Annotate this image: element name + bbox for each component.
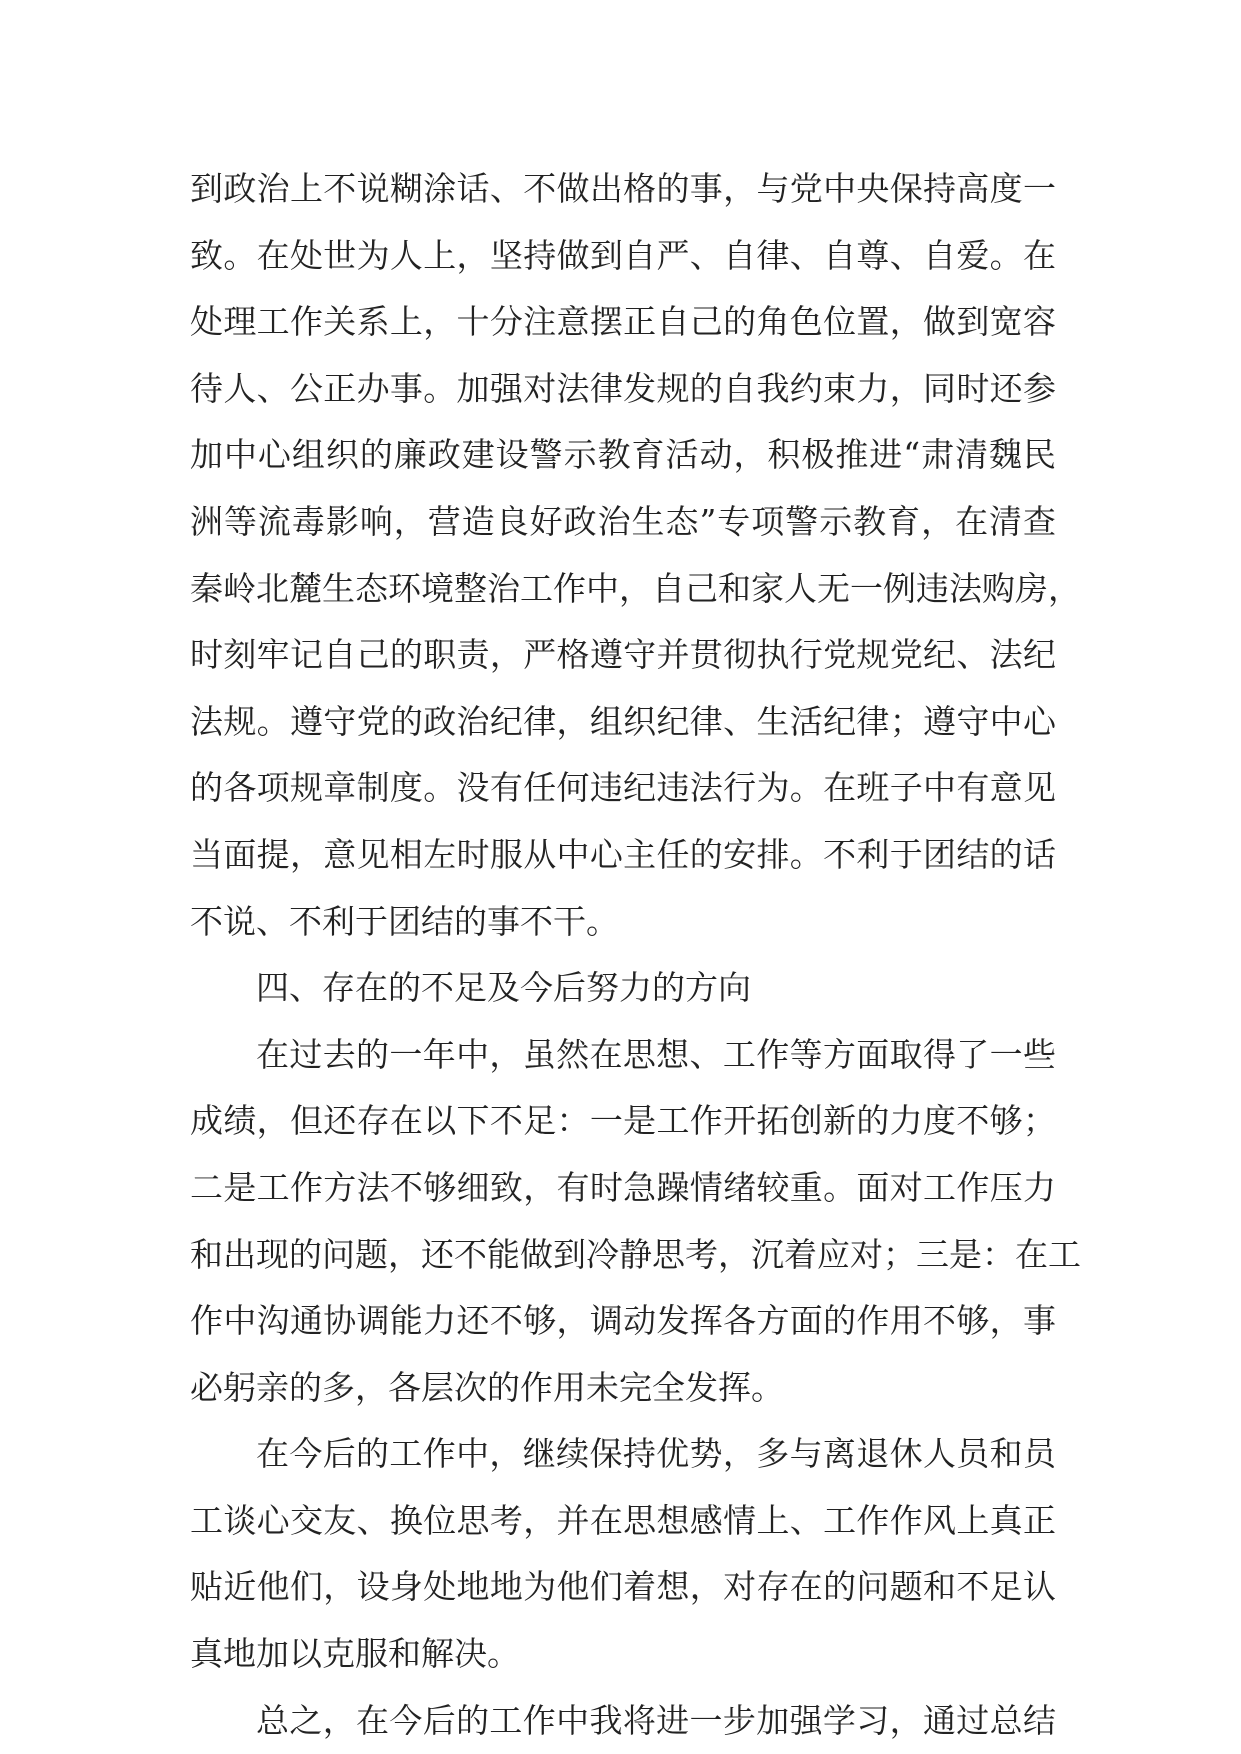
body-line: 秦岭北麓生态环境整治工作中，自己和家人无一例违法购房， [190,568,1081,608]
body-line: 作中沟通协调能力还不够，调动发挥各方面的作用不够，事 [190,1301,1056,1341]
body-line: 时刻牢记自己的职责，严格遵守并贯彻执行党规党纪、法纪 [190,635,1056,675]
body-line: 当面提，意见相左时服从中心主任的安排。不利于团结的话 [190,834,1056,874]
body-line: 在今后的工作中，继续保持优势，多与离退休人员和员 [256,1434,1056,1474]
body-line: 到政治上不说糊涂话、不做出格的事，与党中央保持高度一 [190,169,1056,208]
section-heading: 四、存在的不足及今后努力的方向 [256,968,751,1008]
body-line: 贴近他们，设身处地地为他们着想，对存在的问题和不足认 [190,1567,1056,1607]
body-line: 处理工作关系上，十分注意摆正自己的角色位置，做到宽容 [190,302,1056,342]
body-line: 总之，在今后的工作中我将进一步加强学习，通过总结 [256,1700,1056,1740]
body-line: 法规。遵守党的政治纪律，组织纪律、生活纪律；遵守中心 [190,701,1056,741]
body-line: 致。在处世为人上，坚持做到自严、自律、自尊、自爱。在 [190,235,1056,275]
document-body [190,156,1081,1754]
body-line: 真地加以克服和解决。 [190,1634,520,1674]
body-line: 不说、不利于团结的事不干。 [190,901,619,941]
body-line: 在过去的一年中，虽然在思想、工作等方面取得了一些 [256,1034,1056,1074]
body-line: 洲等流毒影响，营造良好政治生态”专项警示教育，在清查 [190,501,1056,541]
body-line: 成绩，但还存在以下不足：一是工作开拓创新的力度不够； [190,1101,1056,1141]
body-line: 加中心组织的廉政建设警示教育活动，积极推进“肃清魏民 [190,435,1056,475]
body-line: 工谈心交友、换位思考，并在思想感情上、工作作风上真正 [190,1500,1056,1540]
body-line: 的各项规章制度。没有任何违纪违法行为。在班子中有意见 [190,768,1056,808]
body-line: 二是工作方法不够细致，有时急躁情绪较重。面对工作压力 [190,1167,1056,1207]
body-line: 和出现的问题，还不能做到冷静思考，沉着应对；三是：在工 [190,1234,1081,1274]
body-line: 必躬亲的多，各层次的作用未完全发挥。 [190,1367,784,1407]
body-line: 待人、公正办事。加强对法律发规的自我约束力，同时还参 [190,368,1056,408]
